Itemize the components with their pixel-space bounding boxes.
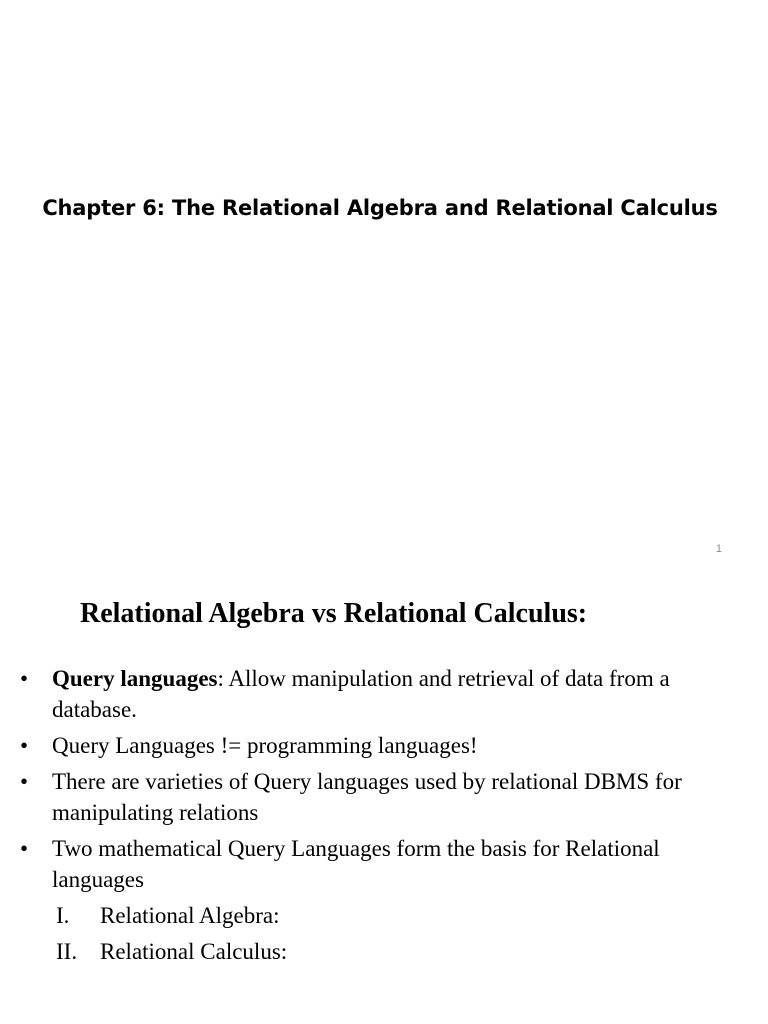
- sub-list-item: [0, 900, 768, 931]
- bullet-text: There are varieties of Query languages used by relational DBMS for manipulating relations: [52, 769, 682, 825]
- bullet-marker: •: [20, 836, 29, 861]
- slide-2: [0, 576, 768, 1024]
- slide-1-title: Chapter 6: The Relational Algebra and Relational Calculus: [42, 196, 718, 220]
- bullet-item: [0, 833, 768, 895]
- sub-list-item: [0, 936, 768, 967]
- bullet-item: [0, 766, 768, 828]
- slide-2-title: Relational Algebra vs Relational Calculus:: [80, 598, 588, 629]
- bullet-item: [0, 730, 768, 761]
- bullet-item: [0, 663, 768, 725]
- roman-numeral-marker: II.: [56, 939, 78, 964]
- slide-number: 1: [715, 543, 722, 555]
- bullet-list: [0, 663, 768, 972]
- bullet-text: Query Languages != programming languages!: [52, 733, 478, 758]
- bullet-text: Two mathematical Query Languages form the basis for Relational languages: [52, 836, 660, 892]
- sub-item-text: Relational Calculus:: [100, 939, 288, 964]
- bullet-marker: •: [20, 733, 29, 758]
- bullet-marker: •: [20, 666, 29, 691]
- bullet-bold-term: Query languages: [52, 666, 218, 691]
- bullet-text: : Allow manipulation and retrieval of data from a database.: [52, 666, 670, 722]
- bullet-marker: •: [20, 769, 29, 794]
- roman-numeral-marker: I.: [56, 903, 70, 928]
- sub-item-text: Relational Algebra:: [100, 903, 280, 928]
